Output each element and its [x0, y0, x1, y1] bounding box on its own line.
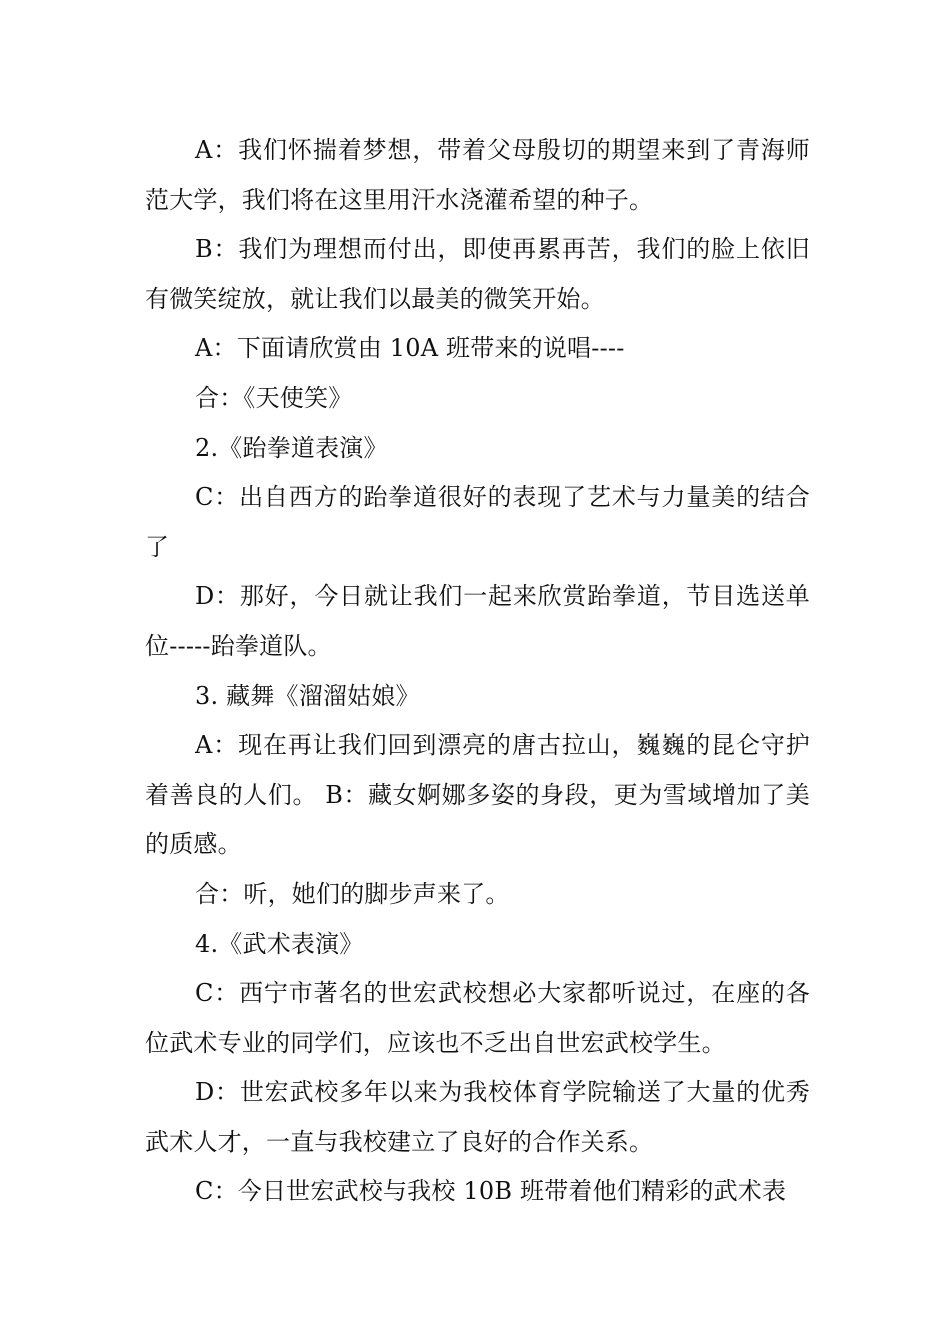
paragraph-d-taekwondo-team: D：那好，今日就让我们一起来欣赏跆拳道，节目选送单位-----跆拳道队。: [145, 582, 810, 660]
program-item-2-taekwondo: 2.《跆拳道表演》: [195, 433, 388, 462]
paragraph-c-taekwondo: C：出自西方的跆拳道很好的表现了艺术与力量美的结合了: [145, 483, 810, 561]
paragraph-c-performance: C：今日世宏武校与我校 10B 班带着他们精彩的武术表: [195, 1177, 787, 1206]
program-item-4-martial-arts: 4.《武术表演》: [195, 929, 364, 958]
paragraph-d-cooperation: D：世宏武校多年以来为我校体育学院输送了大量的优秀武术人才，一直与我校建立了良好的合作关系。: [145, 1078, 810, 1156]
program-item-3-tibetan-dance: 3. 藏舞《溜溜姑娘》: [195, 681, 420, 710]
document-page: [145, 126, 810, 1217]
paragraph-a-rap-intro: A：下面请欣赏由 10A 班带来的说唱----: [195, 334, 625, 363]
paragraph-together-footsteps: 合：听，她们的脚步声来了。: [195, 879, 510, 908]
paragraph-together-angel-smile: 合：《天使笑》: [195, 383, 353, 412]
paragraph-a-dream: A：我们怀揣着梦想，带着父母殷切的期望来到了青海师范大学，我们将在这里用汗水浇灌希望的种子。: [145, 136, 810, 214]
paragraph-a-b-tanggula: A：现在再让我们回到漂亮的唐古拉山，巍巍的昆仑守护着善良的人们。 B：藏女婀娜多姿的身段，更为雪域增加了美的质感。: [145, 731, 810, 859]
paragraph-b-smile: B：我们为理想而付出，即使再累再苦，我们的脸上依旧有微笑绽放，就让我们以最美的微笑开始。: [145, 235, 810, 313]
paragraph-c-shihong-school: C：西宁市著名的世宏武校想必大家都听说过，在座的各位武术专业的同学们，应该也不乏出自世宏武校学生。: [145, 979, 810, 1057]
